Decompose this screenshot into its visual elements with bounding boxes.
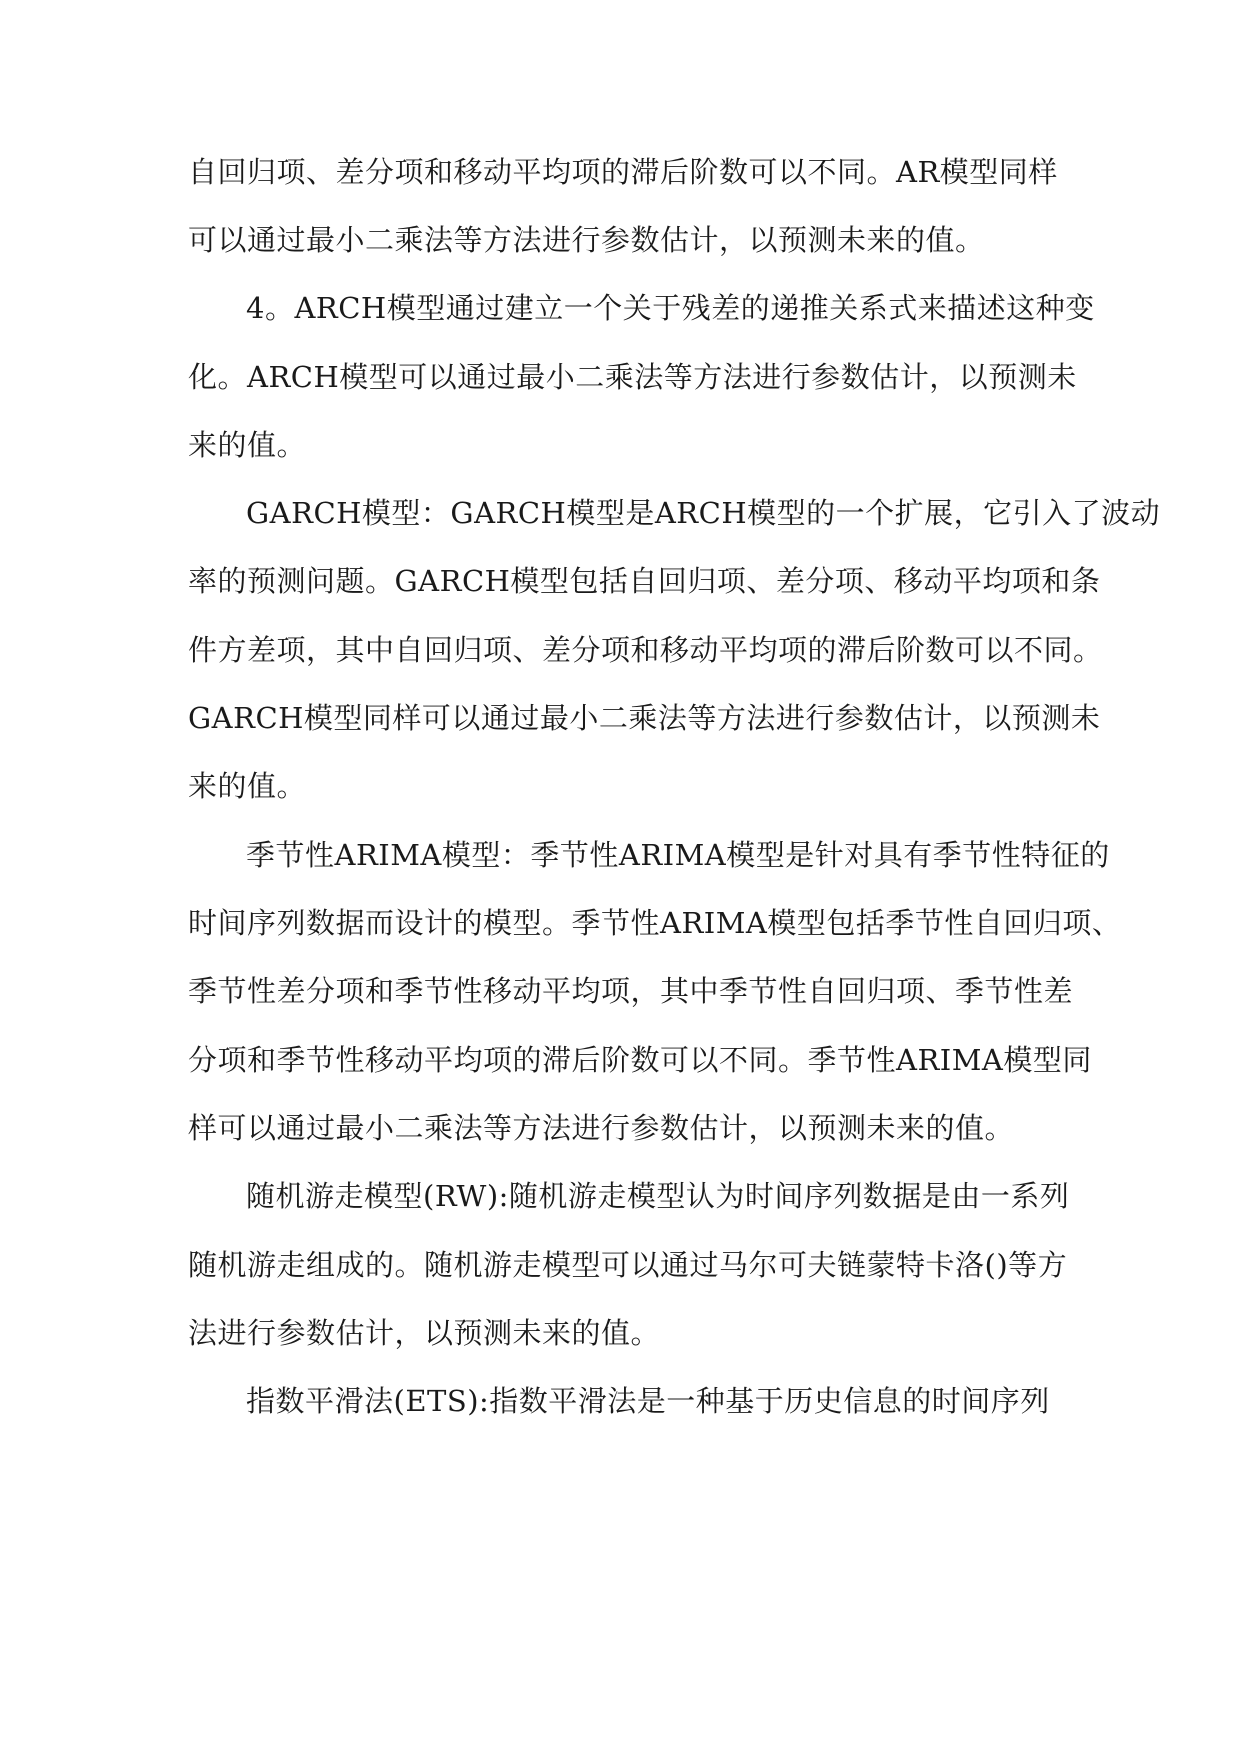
text-line: 时间序列数据而设计的模型。季节性ARIMA模型包括季节性自回归项、 xyxy=(188,906,1122,940)
paragraph-start-line: GARCH模型：GARCH模型是ARCH模型的一个扩展，它引入了波动 xyxy=(246,496,1161,530)
text-line: 分项和季节性移动平均项的滞后阶数可以不同。季节性ARIMA模型同 xyxy=(188,1043,1092,1077)
paragraph-start-line: 4。ARCH模型通过建立一个关于残差的递推关系式来描述这种变 xyxy=(246,291,1095,325)
paragraph-start-line: 随机游走模型(RW):随机游走模型认为时间序列数据是由一系列 xyxy=(246,1179,1070,1213)
text-line: 样可以通过最小二乘法等方法进行参数估计，以预测未来的值。 xyxy=(188,1111,1015,1145)
paragraph-start-line: 季节性ARIMA模型：季节性ARIMA模型是针对具有季节性特征的 xyxy=(246,838,1110,872)
text-line: 可以通过最小二乘法等方法进行参数估计，以预测未来的值。 xyxy=(188,223,985,257)
text-line: 随机游走组成的。随机游走模型可以通过马尔可夫链蒙特卡洛()等方 xyxy=(188,1248,1068,1282)
text-line: 自回归项、差分项和移动平均项的滞后阶数可以不同。AR模型同样 xyxy=(188,155,1058,189)
text-line: 率的预测问题。GARCH模型包括自回归项、差分项、移动平均项和条 xyxy=(188,564,1101,598)
text-line: 来的值。 xyxy=(188,769,307,803)
text-line: 件方差项，其中自回归项、差分项和移动平均项的滞后阶数可以不同。 xyxy=(188,633,1103,667)
text-line: 化。ARCH模型可以通过最小二乘法等方法进行参数估计，以预测未 xyxy=(188,360,1077,394)
paragraph-start-line: 指数平滑法(ETS):指数平滑法是一种基于历史信息的时间序列 xyxy=(246,1384,1050,1418)
text-line: 法进行参数估计，以预测未来的值。 xyxy=(188,1316,661,1350)
text-line: 季节性差分项和季节性移动平均项，其中季节性自回归项、季节性差 xyxy=(188,974,1074,1008)
text-line: 来的值。 xyxy=(188,428,307,462)
text-line: GARCH模型同样可以通过最小二乘法等方法进行参数估计，以预测未 xyxy=(188,701,1101,735)
